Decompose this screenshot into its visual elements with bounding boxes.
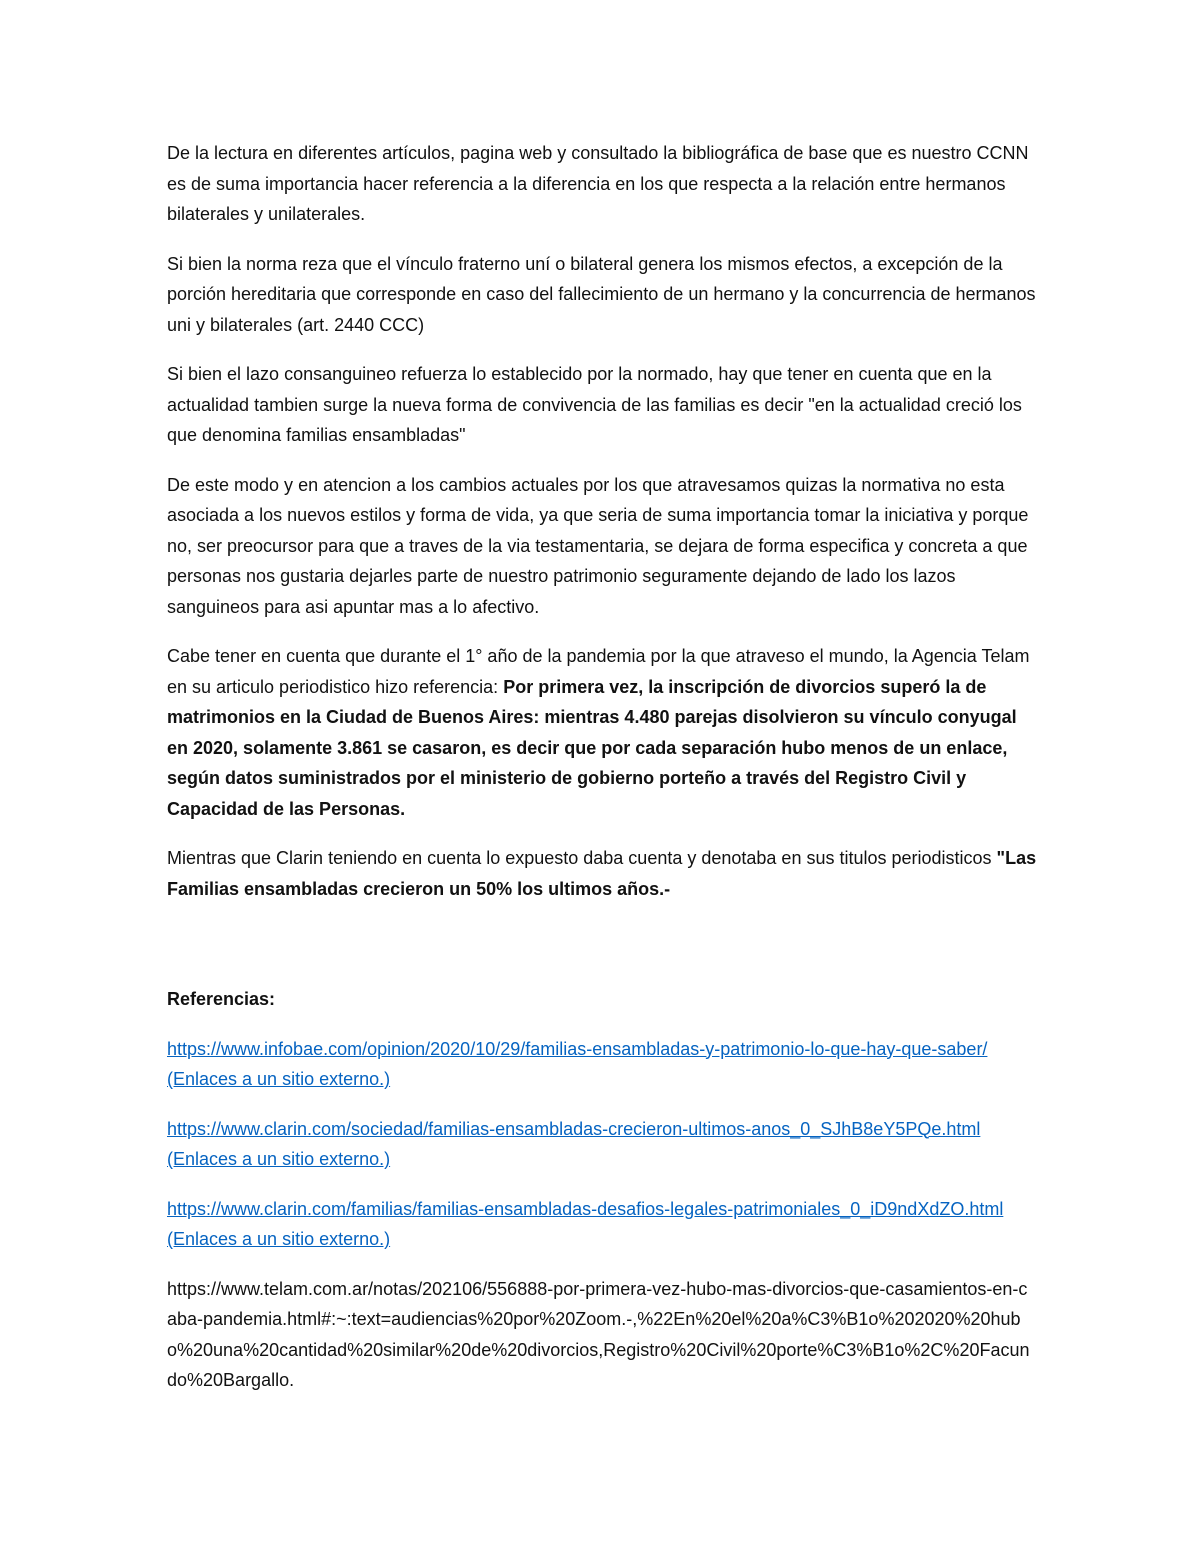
reference-note-1[interactable]: (Enlaces a un sitio externo.) <box>167 1069 391 1089</box>
reference-link-3[interactable]: https://www.clarin.com/familias/familias-ensambladas-desafios-legales-patrimoniales_0_iD9ndXdZO.html <box>167 1198 1004 1219</box>
paragraph-cambios: De este modo y en atencion a los cambios actuales por los que atravesamos quizas la normativa no esta asociada a los nuevos estilos y forma de vida, ya que seria de suma importancia tomar la iniciativa y porque no, ser preocursor para que a traves de la via testamentaria, se dejara de forma especifica y concreta a que personas nos gustaria dejarles parte de nuestro patrimonio seguramente dejando de lado los lazos sanguineos para asi apuntar mas a lo afectivo. <box>167 474 1029 617</box>
reference-link-2[interactable]: https://www.clarin.com/sociedad/familias-ensambladas-crecieron-ultimos-anos_0_SJhB8eY5PQe.html <box>167 1118 981 1139</box>
spacer <box>167 923 1037 984</box>
reference-note-2[interactable]: (Enlaces a un sitio externo.) <box>167 1149 391 1169</box>
reference-item-1 <box>167 1034 1037 1095</box>
paragraph-lazo: Si bien el lazo consanguineo refuerza lo establecido por la normado, hay que tener en cuenta que en la actualidad tambien surge la nueva forma de convivencia de las familias es decir "en la actualidad creció los que denomina familias ensambladas" <box>167 364 1022 445</box>
reference-item-4: https://www.telam.com.ar/notas/202106/556888-por-primera-vez-hubo-mas-divorcios-que-casamientos-en-caba-pandemia.html#:~:text=audiencias%20por%20Zoom.-,%22En%20el%20a%C3%B1o%202020%20hubo%20una%20cantidad%20similar%20de%20divorcios,Registro%20Civil%20porte%C3%B1o%2C%20Facundo%20Bargallo. <box>167 1278 1030 1390</box>
paragraph-norma: Si bien la norma reza que el vínculo fraterno uní o bilateral genera los mismos efectos, a excepción de la porción hereditaria que corresponde en caso del fallecimiento de un hermano y la concurrencia de hermanos uni y bilaterales (art. 2440 CCC) <box>167 253 1036 335</box>
reference-item-3 <box>167 1194 1037 1255</box>
reference-note-3[interactable]: (Enlaces a un sitio externo.) <box>167 1229 391 1249</box>
paragraph-intro: De la lectura en diferentes artículos, pagina web y consultado la bibliográfica de base que es nuestro CCNN es de suma importancia hacer referencia a la diferencia en los que respecta a la relación entre hermanos bilaterales y unilaterales. <box>167 143 1029 224</box>
paragraph-telam-quote: Por primera vez, la inscripción de divorcios superó la de matrimonios en la Ciudad de Buenos Aires: mientras 4.480 parejas disolvieron su vínculo conyugal en 2020, solamente 3.861 se casaron, es decir que por cada separación hubo menos de un enlace, según datos suministrados por el ministerio de gobierno porteño a través del Registro Civil y Capacidad de las Personas. <box>167 676 1017 819</box>
paragraph-clarin-quote: "Las Familias ensambladas crecieron un 50% los ultimos años.- <box>167 848 1037 899</box>
paragraph-telam-intro: Cabe tener en cuenta que durante el 1° año de la pandemia por la que atraveso el mundo, la Agencia Telam en su articulo periodistico hizo referencia: <box>167 646 1030 697</box>
document-body <box>167 138 1037 1415</box>
reference-item-2 <box>167 1114 1037 1175</box>
paragraph-clarin-intro: Mientras que Clarin teniendo en cuenta lo expuesto daba cuenta y denotaba en sus titulos periodisticos <box>167 848 997 868</box>
reference-link-1[interactable]: https://www.infobae.com/opinion/2020/10/29/familias-ensambladas-y-patrimonio-lo-que-hay-que-saber/ <box>167 1038 988 1059</box>
paragraph-clarin <box>167 843 1037 904</box>
references-heading: Referencias: <box>167 989 276 1009</box>
paragraph-telam <box>167 641 1037 824</box>
